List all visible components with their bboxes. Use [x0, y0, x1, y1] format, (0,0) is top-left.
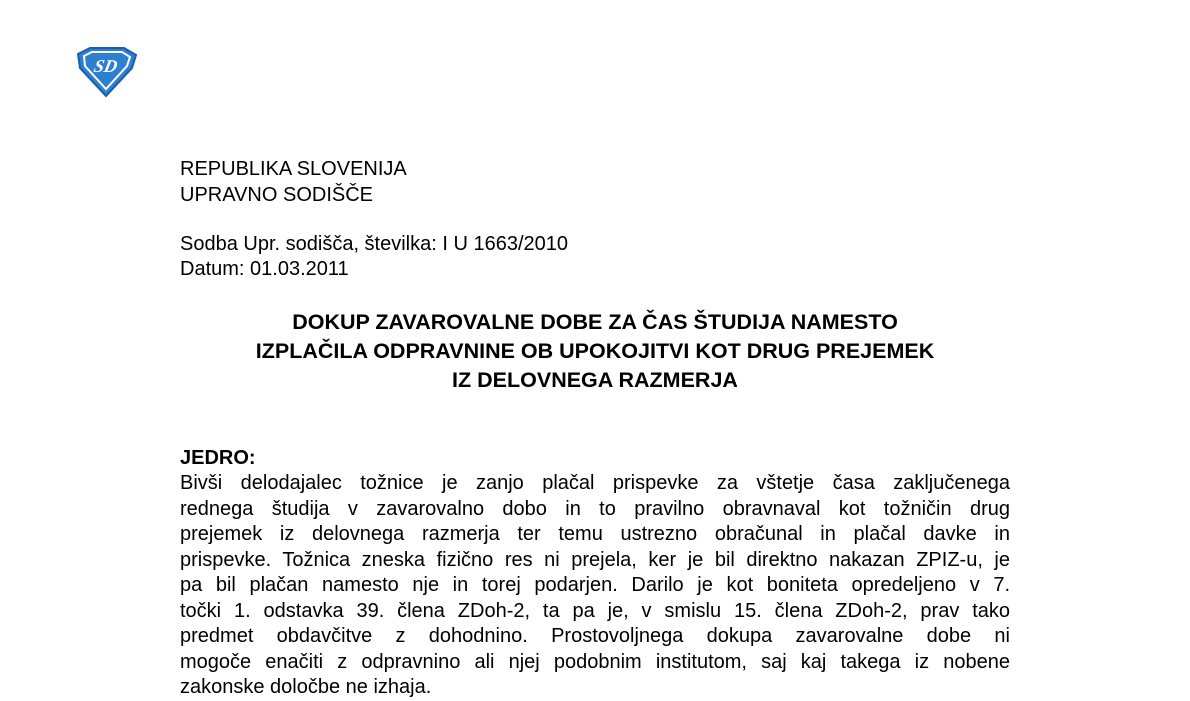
paragraph-line: točki 1. odstavka 39. člena ZDoh-2, ta pa je, v smislu 15. člena ZDoh-2, prav tako: [180, 599, 1010, 622]
title-line: IZ DELOVNEGA RAZMERJA: [452, 368, 738, 392]
paragraph-line: predmet obdavčitve z dohodnino. Prostovoljnega dokupa zavarovalne dobe ni: [180, 625, 1010, 647]
document-title: [180, 308, 1010, 395]
court-name-line: UPRAVNO SODIŠČE: [180, 184, 373, 206]
paragraph-line: Bivši delodajalec tožnice je zanjo plačal prispevke za vštetje časa zaključenega: [180, 472, 1010, 494]
date-line: Datum: 01.03.2011: [180, 258, 349, 280]
case-number-line: Sodba Upr. sodišča, številka: I U 1663/2010: [180, 233, 569, 255]
jedro-heading: JEDRO:: [180, 447, 256, 469]
sd-shield-logo-icon: [72, 46, 140, 98]
title-line: DOKUP ZAVAROVALNE DOBE ZA ČAS ŠTUDIJA NAMESTO: [292, 310, 898, 334]
paragraph-line: rednega študija v zavarovalno dobo in to pravilno obravnaval kot tožničin drug: [180, 497, 1010, 520]
court-header: [180, 156, 407, 208]
case-meta: [180, 232, 568, 282]
country-line: REPUBLIKA SLOVENIJA: [180, 158, 407, 180]
paragraph-line: pa bil plačan namesto nje in torej podarjen. Darilo je kot boniteta opredeljeno v 7.: [180, 574, 1010, 596]
paragraph-line: zakonske določbe ne izhaja.: [180, 676, 432, 698]
paragraph-line: prispevke. Tožnica zneska fizično res ni prejela, ker je bil direktno nakazan ZPIZ-u, je: [180, 548, 1010, 571]
jedro-paragraph: [180, 471, 1010, 701]
paragraph-line: prejemek iz delovnega razmerja ter temu ustrezno obračunal in plačal davke in: [180, 523, 1010, 545]
svg-text:SD: SD: [92, 56, 120, 76]
paragraph-line: mogoče enačiti z odpravnino ali njej podobnim institutom, saj kaj takega iz nobene: [180, 650, 1010, 673]
title-line: IZPLAČILA ODPRAVNINE OB UPOKOJITVI KOT DRUG PREJEMEK: [255, 339, 935, 363]
